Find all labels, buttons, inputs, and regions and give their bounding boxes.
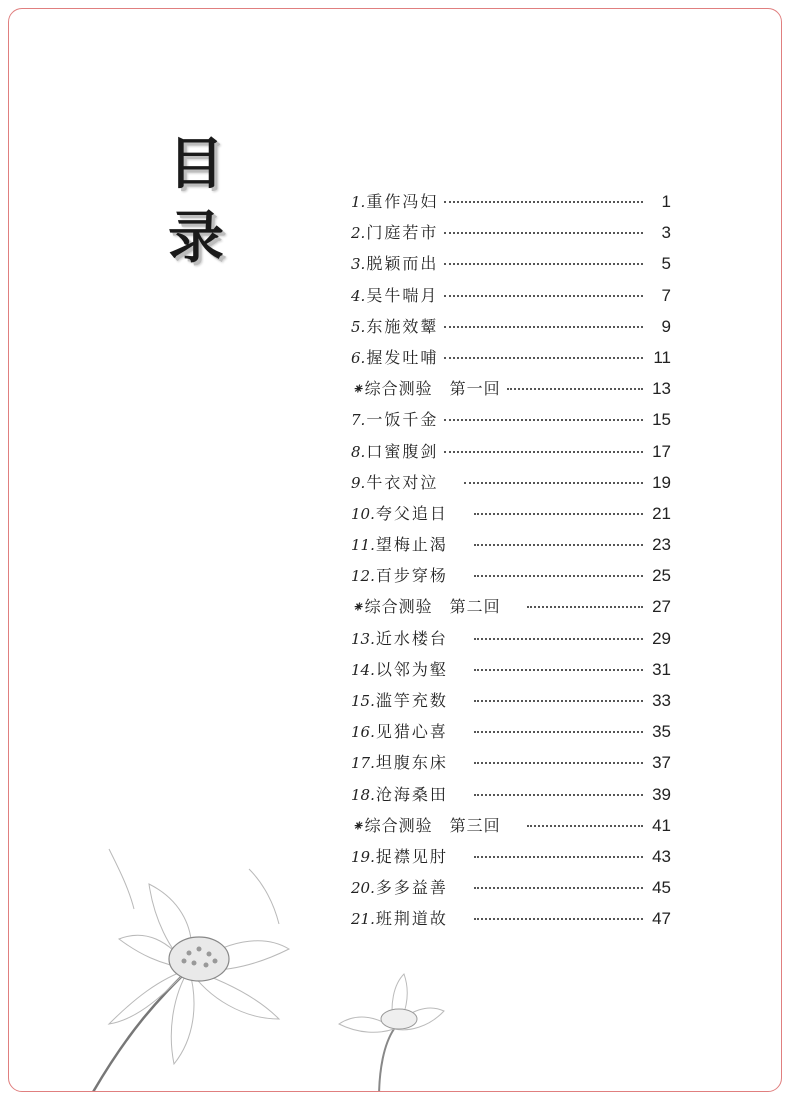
toc-dot-leader [474,575,643,577]
toc-entry-number: 13. [351,629,375,648]
toc-entry-title: 坦腹东床 [375,753,448,773]
toc-entry-number: 18. [351,785,375,804]
toc-entry-title: 捉襟见肘 [375,846,448,866]
toc-entry-page-number: 9 [661,316,671,336]
toc-entry-number: ⁕ [351,598,364,617]
toc-entry-number: 8. [351,442,366,461]
toc-entry-number: 16. [351,723,375,742]
toc-entry-page-number: 43 [652,846,671,866]
toc-entry-page-number: 3 [661,223,671,243]
toc-entry-title: 牛衣对泣 [366,472,439,492]
toc-entry [351,376,671,407]
page-title-char-2: 录 [168,205,224,271]
toc-dot-leader [464,482,643,484]
toc-entry [351,470,671,501]
toc-dot-leader [444,357,643,359]
toc-entry [351,563,671,594]
toc-entry-title: 门庭若市 [366,223,439,243]
toc-entry-number: 11. [351,536,375,555]
toc-entry-page-number: 27 [652,597,671,617]
toc-entry-title: 一饭千金 [366,410,439,430]
toc-entry-title: 沧海桑田 [375,784,448,804]
toc-entry-page-number: 19 [652,472,671,492]
toc-entry-title: 多多益善 [375,878,448,898]
toc-entry-title: 望梅止渴 [375,535,448,555]
toc-entry-page-number: 29 [652,628,671,648]
toc-entry-page-number: 5 [661,254,671,274]
toc-entry [351,220,671,251]
toc-entry-title: 东施效颦 [366,316,439,336]
toc-entry [351,189,671,220]
toc-entry [351,594,671,625]
toc-dot-leader [527,825,643,827]
toc-entry-page-number: 45 [652,878,671,898]
toc-dot-leader [444,326,643,328]
toc-entry-number: 10. [351,504,375,523]
toc-entry-number: 9. [351,473,366,492]
toc-entry-number: 1. [351,193,366,211]
toc-dot-leader [474,762,643,764]
toc-entry-number: 20. [351,879,375,898]
table-of-contents [351,189,671,938]
page-title-char-1: 目 [168,131,224,197]
toc-entry [351,626,671,657]
toc-entry-number: 21. [351,910,375,929]
toc-entry-page-number: 21 [652,503,671,523]
toc-entry-page-number: 31 [652,659,671,679]
toc-entry-title: 夸父追日 [375,503,448,523]
toc-dot-leader [474,513,643,515]
toc-dot-leader [444,263,643,265]
toc-entry-page-number: 35 [652,722,671,742]
toc-entry-page-number: 17 [652,441,671,461]
toc-entry-page-number: 1 [661,192,671,211]
toc-entry-page-number: 11 [653,347,671,367]
toc-entry-number: 5. [351,317,366,336]
toc-dot-leader [444,295,643,297]
toc-entry-page-number: 41 [652,815,671,835]
toc-entry-number: 6. [351,348,366,367]
toc-entry-title: 百步穿杨 [375,566,448,586]
toc-entry-title: 综合测验 第三回 [364,815,501,835]
toc-entry [351,345,671,376]
toc-entry-page-number: 15 [652,410,671,430]
toc-entry [351,407,671,438]
toc-entry-title: 以邻为壑 [375,659,448,679]
toc-entry-page-number: 39 [652,784,671,804]
toc-entry-page-number: 33 [652,691,671,710]
toc-dot-leader [474,638,643,640]
toc-entry-title: 握发吐哺 [366,347,439,367]
toc-entry-title: 吴牛喘月 [366,285,439,305]
toc-dot-leader [474,918,643,920]
toc-entry [351,719,671,750]
toc-entry [351,657,671,688]
toc-dot-leader [474,544,643,546]
toc-entry-page-number: 7 [661,285,671,305]
toc-entry-title: 见猎心喜 [375,722,448,742]
toc-entry-number: 4. [351,286,366,305]
toc-entry-title: 重作冯妇 [366,192,439,211]
toc-entry-number: 15. [351,692,375,710]
toc-entry [351,439,671,470]
toc-entry-page-number: 25 [652,566,671,586]
toc-entry-page-number: 23 [652,535,671,555]
toc-entry-number: ⁕ [351,380,364,399]
toc-entry-page-number: 13 [652,379,671,399]
toc-dot-leader [474,731,643,733]
toc-entry-number: 19. [351,847,375,866]
toc-dot-leader [474,794,643,796]
toc-entry-title: 滥竽充数 [375,691,448,710]
toc-dot-leader [444,232,643,234]
toc-entry [351,750,671,781]
toc-dot-leader [474,669,643,671]
toc-entry [351,782,671,813]
toc-dot-leader [507,388,643,390]
toc-entry-page-number: 47 [652,909,671,929]
lotus-sketch-image [49,829,469,1092]
toc-entry-number: 14. [351,660,375,679]
toc-entry [351,251,671,282]
page-title [161,127,231,275]
toc-entry-number: 7. [351,411,366,430]
toc-entry-title: 脱颖而出 [366,254,439,274]
toc-entry [351,688,671,719]
toc-dot-leader [444,419,643,421]
toc-dot-leader [444,451,643,453]
toc-entry-title: 综合测验 第二回 [364,597,501,617]
toc-dot-leader [474,856,643,858]
toc-entry-page-number: 37 [652,753,671,773]
toc-entry-number: 17. [351,754,375,773]
toc-entry-title: 口蜜腹剑 [366,441,439,461]
toc-dot-leader [474,700,643,702]
toc-dot-leader [527,606,643,608]
toc-dot-leader [444,201,643,203]
toc-entry-number: 3. [351,255,366,274]
page-frame [8,8,782,1092]
toc-entry [351,314,671,345]
toc-dot-leader [474,887,643,889]
toc-entry-number: 2. [351,224,366,243]
toc-entry [351,283,671,314]
toc-entry-number: 12. [351,567,375,586]
toc-entry-title: 班荆道故 [375,909,448,929]
toc-entry-title: 近水楼台 [375,628,448,648]
toc-entry [351,532,671,563]
toc-entry-number: ⁕ [351,816,364,835]
toc-entry [351,501,671,532]
toc-entry-title: 综合测验 第一回 [364,379,501,399]
